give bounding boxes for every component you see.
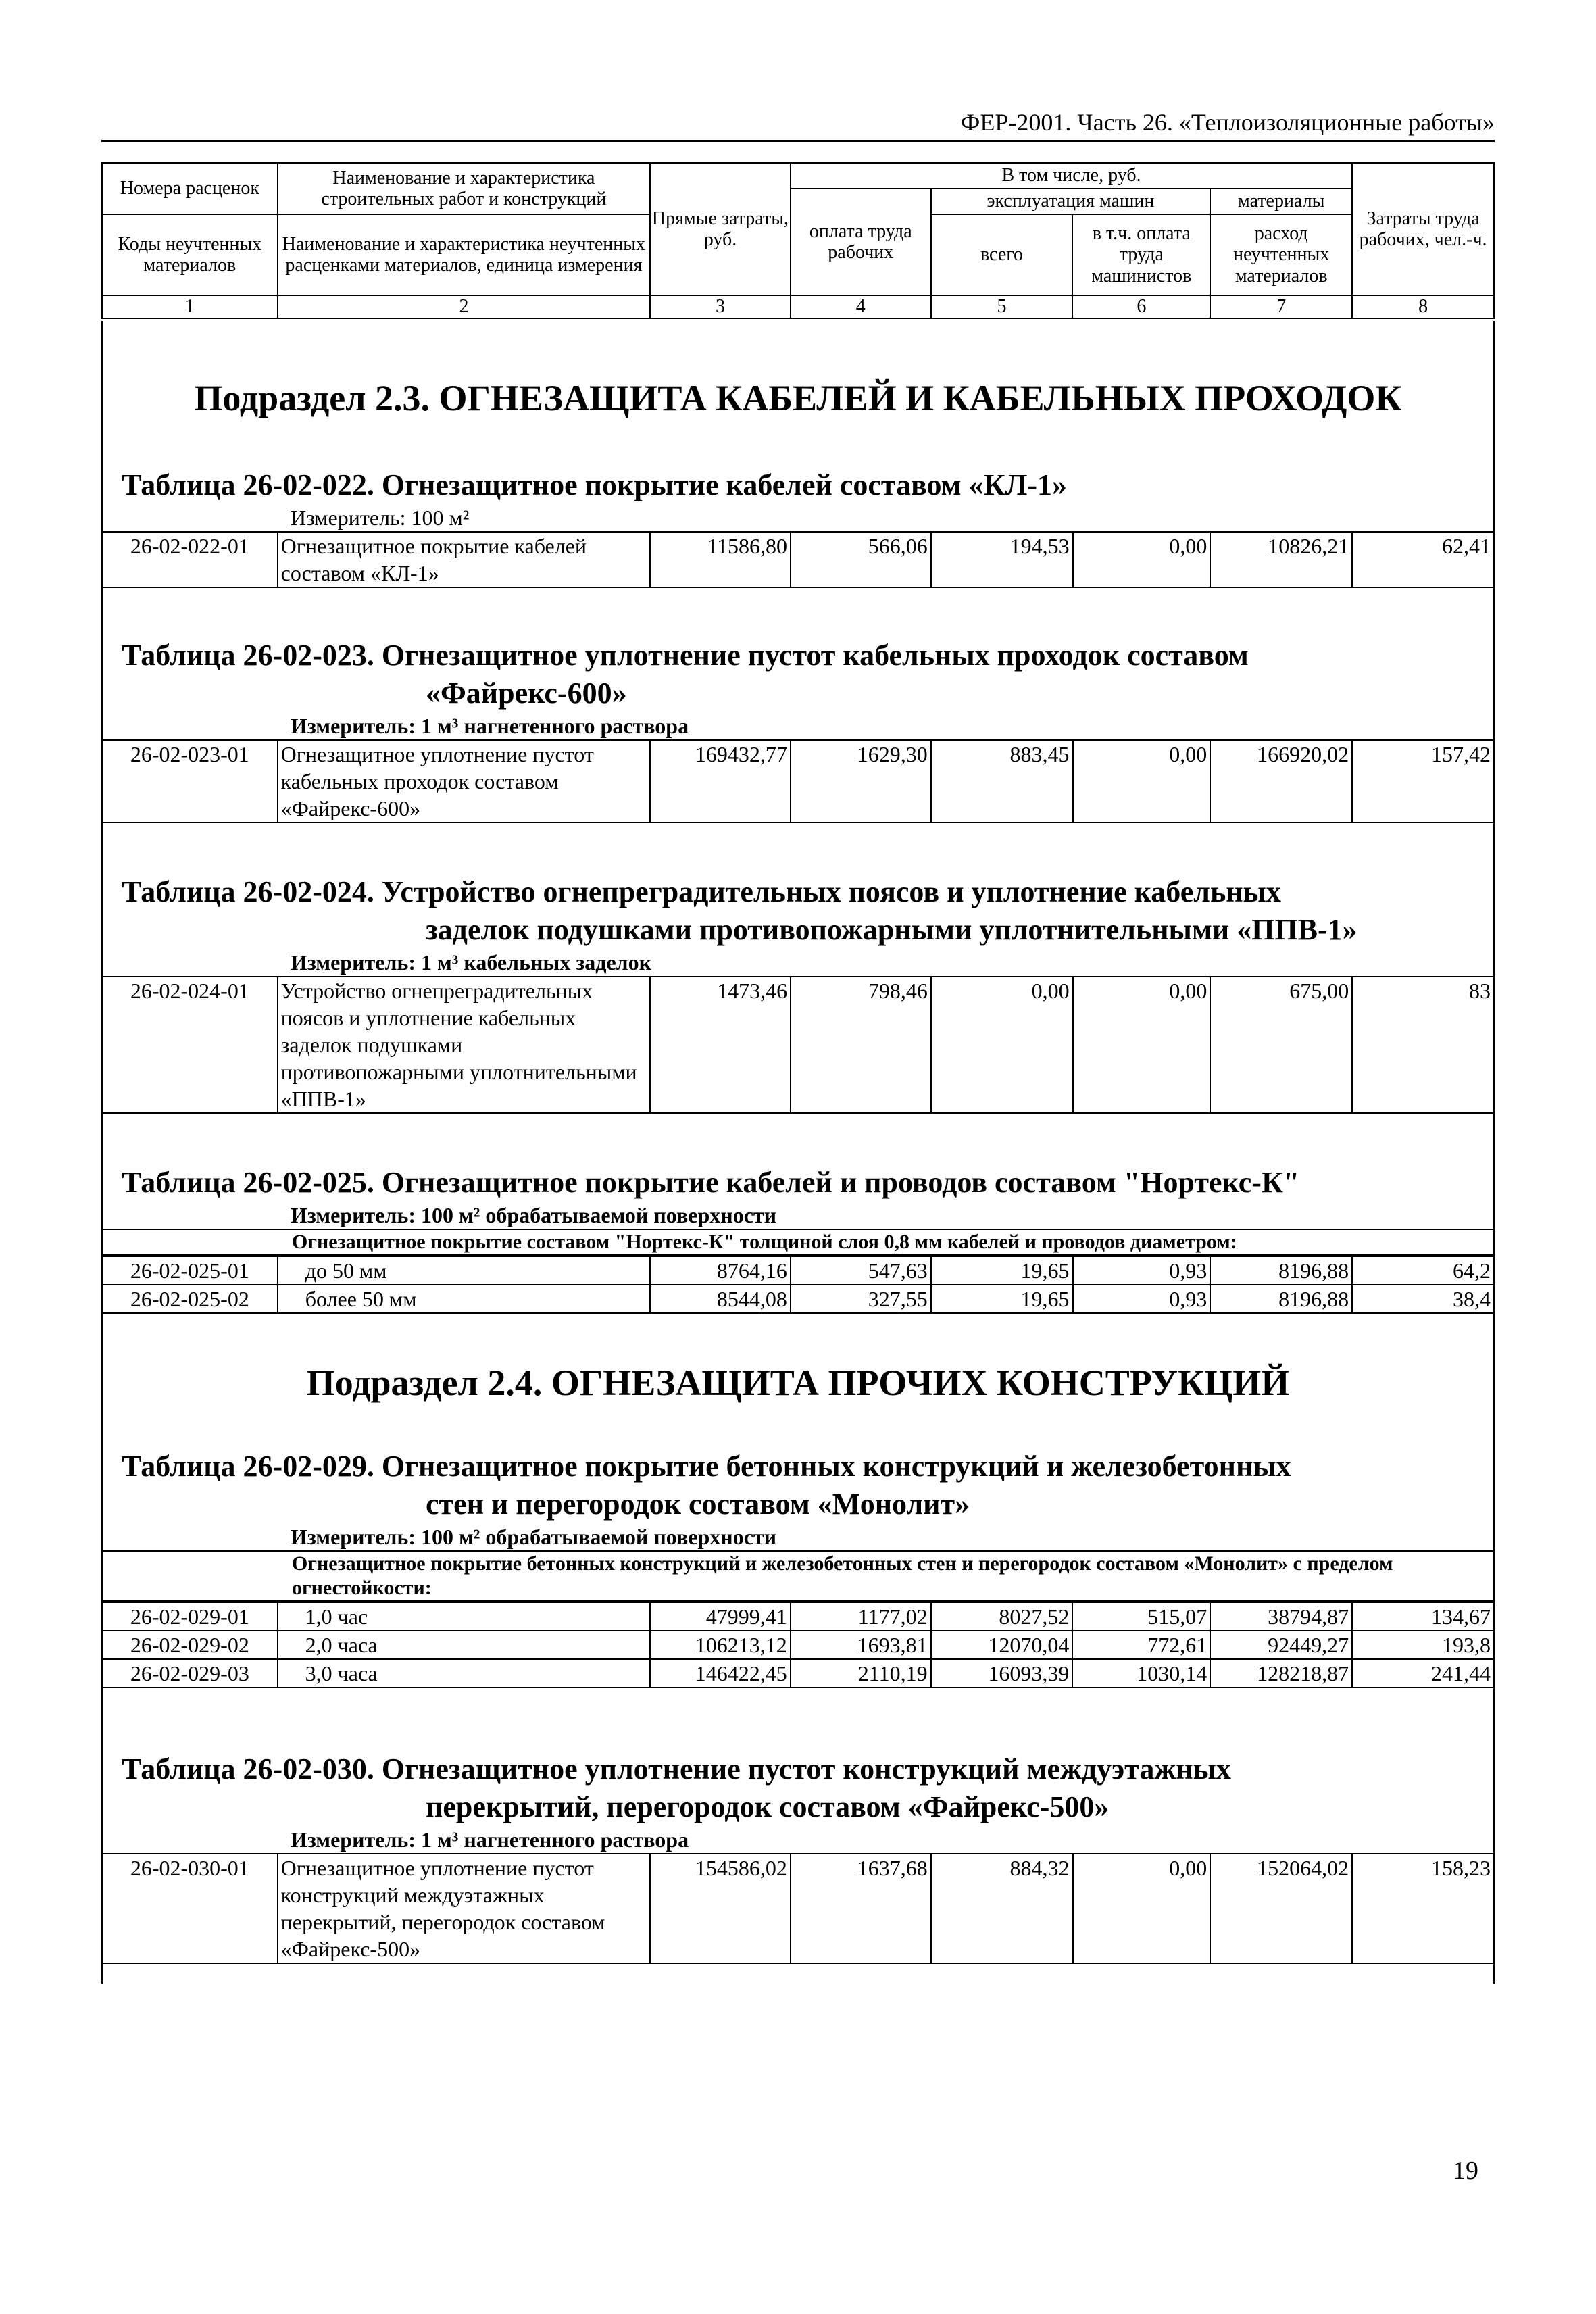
materials: 10826,21 [1210, 532, 1352, 587]
table-26-02-022 [101, 466, 1495, 588]
machines-total: 883,45 [931, 740, 1073, 822]
labor-hours: 62,41 [1352, 532, 1494, 587]
labor-pay: 1629,30 [791, 740, 931, 822]
rate-code: 26-02-025-02 [102, 1285, 278, 1313]
materials: 128218,87 [1210, 1659, 1352, 1688]
materials: 166920,02 [1210, 740, 1352, 822]
rate-name: Огнезащитное покрытие кабелей составом «КЛ-1» [278, 532, 650, 587]
subsection-title: Подраздел 2.3. ОГНЕЗАЩИТА КАБЕЛЕЙ И КАБЕЛЬНЫХ ПРОХОДОК [194, 378, 1402, 418]
group-heading: Огнезащитное покрытие составом "Нортекс-К" толщиной слоя 0,8 мм кабелей и проводов диаметром: [101, 1229, 1495, 1256]
machinist-pay: 0,00 [1073, 740, 1211, 822]
col7-header: расход неучтенных материалов [1210, 214, 1352, 295]
rate-name: Огнезащитное уплотнение пустот конструкций междуэтажных перекрытий, перегородок составом «Файрекс-500» [278, 1854, 650, 1963]
labor-pay: 327,55 [791, 1285, 931, 1313]
direct-cost: 8764,16 [650, 1256, 791, 1285]
column-header [101, 162, 1495, 319]
machinist-pay: 0,00 [1073, 977, 1211, 1113]
labor-hours: 193,8 [1352, 1631, 1494, 1659]
machines-total: 16093,39 [931, 1659, 1073, 1688]
materials: 8196,88 [1210, 1285, 1352, 1313]
table-title [101, 637, 1495, 712]
machines-total: 8027,52 [931, 1602, 1073, 1631]
rate-name: более 50 мм [278, 1285, 650, 1313]
col-num-5: 5 [931, 295, 1073, 318]
machines-header: эксплуатация машин [931, 189, 1211, 214]
table-title-line1: Таблица 26-02-030. Огнезащитное уплотнение пустот конструкций междуэтажных [122, 1752, 1231, 1786]
labor-pay: 566,06 [791, 532, 931, 587]
header-rule [101, 140, 1495, 142]
col2-top: Наименование и характеристика строительных работ и конструкций [278, 163, 650, 214]
table-row [102, 1256, 1494, 1285]
rate-name: 1,0 час [278, 1602, 650, 1631]
labor-hours: 134,67 [1352, 1602, 1494, 1631]
rate-code: 26-02-029-01 [102, 1602, 278, 1631]
rate-name: Устройство огнепреградительных поясов и уплотнение кабельных заделок подушками противопожарными уплотнительными «ППВ-1» [278, 977, 651, 1113]
table-row [102, 532, 1494, 587]
col4-header: оплата труда рабочих [791, 189, 931, 295]
table-title-line2: «Файрекс-600» [426, 676, 627, 710]
col1-top: Номера расценок [102, 163, 278, 214]
labor-hours: 83 [1352, 977, 1494, 1113]
labor-pay: 547,63 [791, 1256, 931, 1285]
table-row [102, 1602, 1494, 1631]
col-num-6: 6 [1072, 295, 1210, 318]
measure-unit: Измеритель: 100 м² обрабатываемой поверхности [291, 1525, 777, 1549]
table-26-02-024 [101, 873, 1495, 1114]
direct-cost: 146422,45 [650, 1659, 791, 1688]
machines-total: 19,65 [931, 1256, 1073, 1285]
table-title-line1: Таблица 26-02-024. Устройство огнепреградительных поясов и уплотнение кабельных [122, 875, 1281, 908]
materials: 8196,88 [1210, 1256, 1352, 1285]
table-title-line2: заделок подушками противопожарными уплотнительными «ППВ-1» [426, 913, 1357, 946]
table-title: Таблица 26-02-022. Огнезащитное покрытие кабелей составом «КЛ-1» [122, 468, 1067, 501]
table-title-line2: перекрытий, перегородок составом «Файрекс-500» [426, 1790, 1109, 1823]
rate-name: Огнезащитное уплотнение пустот кабельных проходок составом «Файрекс-600» [278, 740, 650, 822]
machines-total: 0,00 [931, 977, 1073, 1113]
table-26-02-023 [101, 637, 1495, 823]
col-num-3: 3 [650, 295, 791, 318]
labor-hours: 64,2 [1352, 1256, 1494, 1285]
materials: 675,00 [1210, 977, 1352, 1113]
machinist-pay: 0,93 [1073, 1256, 1211, 1285]
rate-name: 2,0 часа [278, 1631, 650, 1659]
table-title [101, 1750, 1495, 1826]
table-row [102, 1854, 1494, 1963]
measure-unit: Измеритель: 1 м³ нагнетенного раствора [291, 1827, 689, 1852]
incl-header: В том числе, руб. [791, 163, 1352, 189]
table-title-line1: Таблица 26-02-029. Огнезащитное покрытие бетонных конструкций и железобетонных [122, 1450, 1291, 1483]
rate-code: 26-02-025-01 [102, 1256, 278, 1285]
table-title [101, 873, 1495, 949]
direct-cost: 106213,12 [650, 1631, 791, 1659]
measure-unit: Измеритель: 1 м³ кабельных заделок [291, 950, 652, 975]
rate-code: 26-02-023-01 [102, 740, 278, 822]
group-heading: Огнезащитное покрытие бетонных конструкций и железобетонных стен и перегородок составом «Монолит» с пределом огнестойкости: [101, 1550, 1495, 1602]
direct-cost: 11586,80 [650, 532, 791, 587]
labor-pay: 798,46 [791, 977, 931, 1113]
col6-header: в т.ч. оплата труда машинистов [1072, 214, 1210, 295]
materials: 152064,02 [1210, 1854, 1352, 1963]
labor-pay: 1693,81 [791, 1631, 931, 1659]
table-title-line2: стен и перегородок составом «Монолит» [426, 1487, 970, 1521]
table-26-02-025 [101, 1164, 1495, 1314]
col2-bottom: Наименование и характеристика неучтенных расценками материалов, единица измерения [278, 214, 650, 295]
labor-hours: 38,4 [1352, 1285, 1494, 1313]
subsection-title: Подраздел 2.4. ОГНЕЗАЩИТА ПРОЧИХ КОНСТРУКЦИЙ [306, 1362, 1290, 1403]
table-title [101, 1448, 1495, 1523]
rate-name: до 50 мм [278, 1256, 650, 1285]
col5-header: всего [931, 214, 1073, 295]
table-26-02-029 [101, 1448, 1495, 1688]
direct-cost: 1473,46 [650, 977, 791, 1113]
machinist-pay: 0,00 [1073, 532, 1211, 587]
labor-pay: 1177,02 [791, 1602, 931, 1631]
col3-header: Прямые затраты, руб. [650, 163, 791, 295]
machinist-pay: 772,61 [1072, 1631, 1210, 1659]
machines-total: 19,65 [931, 1285, 1073, 1313]
rate-code: 26-02-022-01 [102, 532, 278, 587]
direct-cost: 8544,08 [650, 1285, 791, 1313]
machinist-pay: 1030,14 [1072, 1659, 1210, 1688]
rate-code: 26-02-029-03 [102, 1659, 278, 1688]
page-header: ФЕР-2001. Часть 26. «Теплоизоляционные работы» [960, 109, 1495, 136]
machines-total: 12070,04 [931, 1631, 1073, 1659]
measure-unit: Измеритель: 100 м² обрабатываемой поверхности [291, 1203, 777, 1227]
machinist-pay: 0,93 [1073, 1285, 1211, 1313]
machines-total: 884,32 [931, 1854, 1073, 1963]
col-num-2: 2 [278, 295, 650, 318]
direct-cost: 47999,41 [650, 1602, 791, 1631]
labor-pay: 1637,68 [791, 1854, 931, 1963]
rows-029 [101, 1602, 1495, 1688]
table-row [102, 740, 1494, 822]
col-num-1: 1 [102, 295, 278, 318]
table-title: Таблица 26-02-025. Огнезащитное покрытие кабелей и проводов составом "Нортекс-К" [122, 1166, 1300, 1199]
measure-unit: Измеритель: 1 м³ нагнетенного раствора [291, 714, 689, 738]
table-row [102, 1659, 1494, 1688]
table-row [102, 1285, 1494, 1313]
rate-code: 26-02-030-01 [102, 1854, 278, 1963]
machines-total: 194,53 [931, 532, 1073, 587]
col8-header: Затраты труда рабочих, чел.-ч. [1352, 163, 1494, 295]
machinist-pay: 515,07 [1072, 1602, 1210, 1631]
table-26-02-030 [101, 1750, 1495, 1964]
direct-cost: 169432,77 [650, 740, 791, 822]
page-number: 19 [1453, 2157, 1478, 2185]
col1-bottom: Коды неучтенных материалов [102, 214, 278, 295]
labor-hours: 158,23 [1352, 1854, 1494, 1963]
materials-header: материалы [1210, 189, 1352, 214]
col-num-8: 8 [1352, 295, 1494, 318]
rate-code: 26-02-024-01 [102, 977, 278, 1113]
table-row [102, 977, 1494, 1113]
machinist-pay: 0,00 [1073, 1854, 1211, 1963]
col-num-7: 7 [1210, 295, 1352, 318]
measure-unit: Измеритель: 100 м² [291, 506, 470, 530]
labor-hours: 157,42 [1352, 740, 1494, 822]
table-title-line1: Таблица 26-02-023. Огнезащитное уплотнение пустот кабельных проходок составом [122, 639, 1249, 672]
rate-name: 3,0 часа [278, 1659, 650, 1688]
materials: 38794,87 [1210, 1602, 1352, 1631]
materials: 92449,27 [1210, 1631, 1352, 1659]
labor-pay: 2110,19 [791, 1659, 931, 1688]
table-row [102, 1631, 1494, 1659]
labor-hours: 241,44 [1352, 1659, 1494, 1688]
rows-025 [101, 1256, 1495, 1314]
col-num-4: 4 [791, 295, 931, 318]
rate-code: 26-02-029-02 [102, 1631, 278, 1659]
direct-cost: 154586,02 [650, 1854, 791, 1963]
